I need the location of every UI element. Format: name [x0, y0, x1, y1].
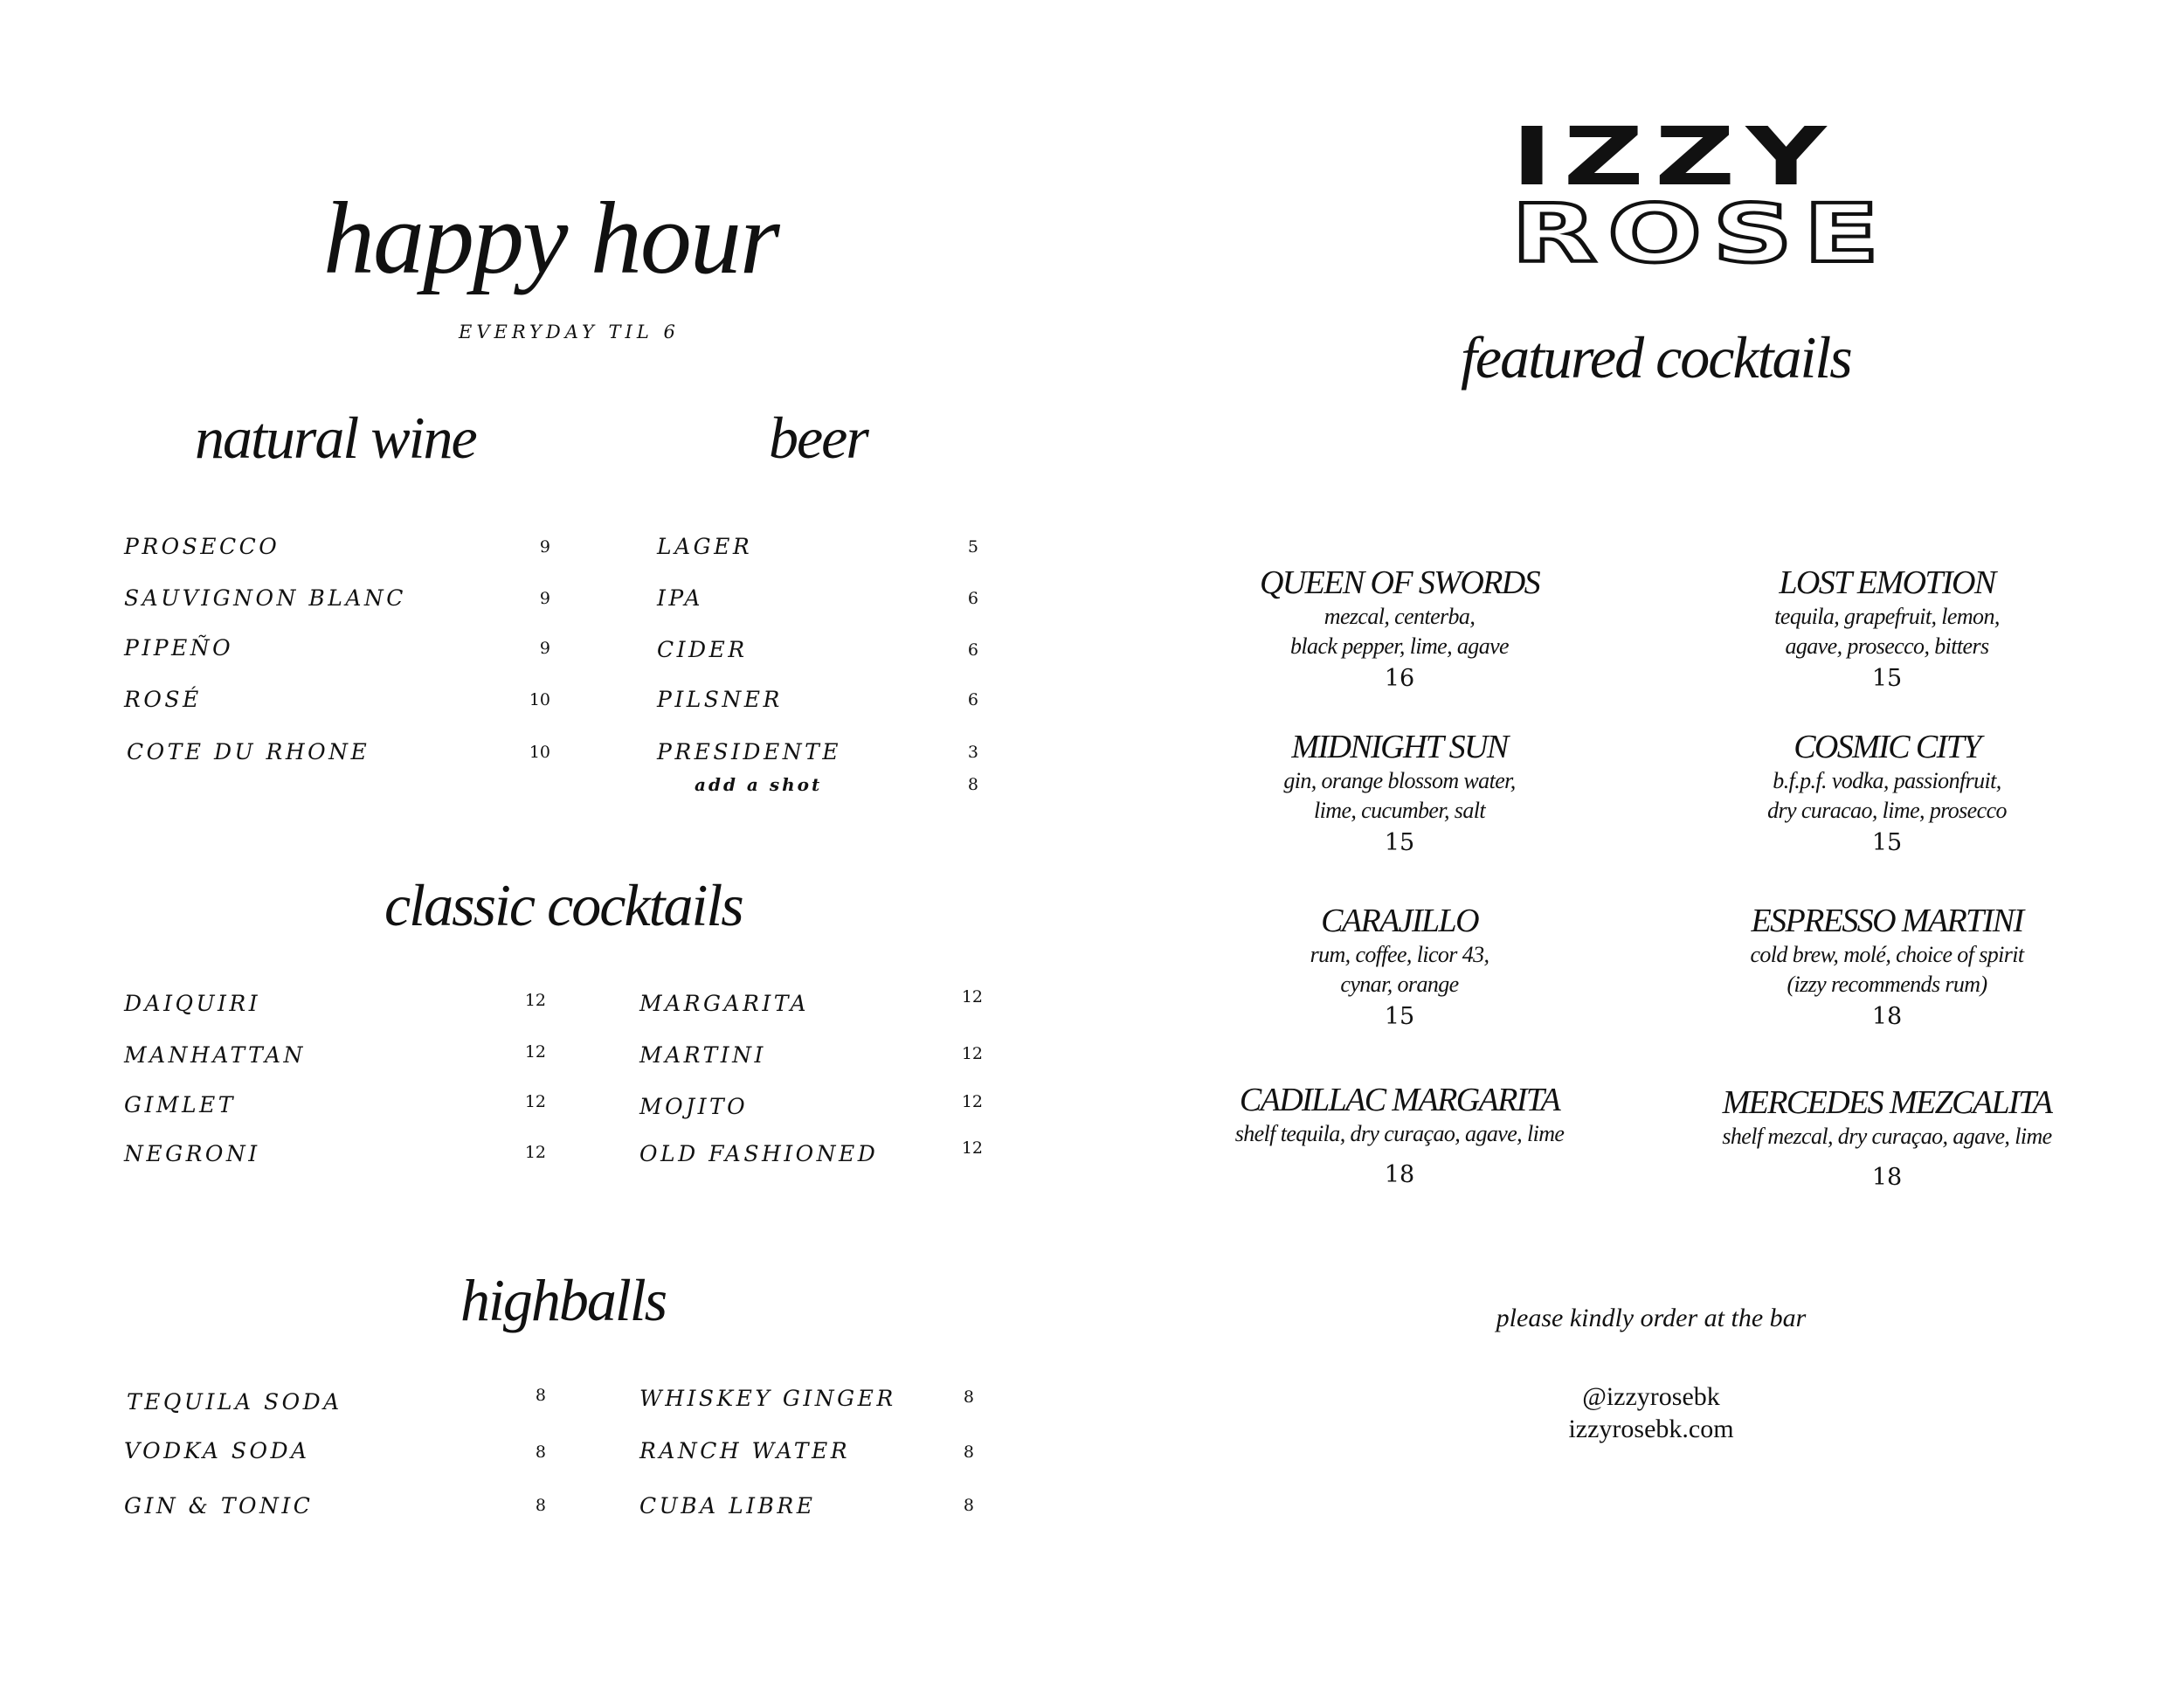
brand-logo-line2: ROSE: [1511, 187, 1890, 280]
classic-cocktails-heading: classic cocktails: [384, 872, 743, 938]
featured-cocktail-price: 15: [1384, 829, 1415, 856]
classic-item-price: 12: [961, 1138, 983, 1158]
happy-hour-subtitle: EVERYDAY TIL 6: [459, 322, 680, 342]
highball-item-price: 8: [963, 1442, 974, 1462]
featured-cocktail-desc: (izzy recommends rum): [1787, 972, 1987, 997]
wine-item-name: ROSÉ: [124, 687, 202, 712]
featured-cocktail-price: 18: [1384, 1161, 1415, 1188]
featured-cocktail: [1137, 902, 1662, 1030]
wine-item-price: 9: [539, 589, 550, 608]
classic-item-name: OLD FASHIONED: [639, 1141, 879, 1166]
featured-cocktail: [1625, 902, 2149, 1030]
beer-item-name: IPA: [657, 585, 703, 611]
website-link: izzyrosebk.com: [1568, 1415, 1734, 1443]
classic-item-name: MANHATTAN: [124, 1042, 306, 1068]
featured-cocktail-price: 18: [1871, 1164, 1903, 1191]
order-note: please kindly order at the bar: [1496, 1304, 1807, 1332]
beer-item-name: PRESIDENTE: [657, 739, 841, 764]
highball-item-price: 8: [535, 1442, 546, 1462]
highball-item-name: CUBA LIBRE: [639, 1493, 816, 1519]
beer-item-name: CIDER: [657, 637, 748, 662]
classic-item-price: 12: [961, 1092, 983, 1111]
featured-cocktail-name: CADILLAC MARGARITA: [1239, 1082, 1560, 1118]
featured-cocktail-price: 16: [1384, 665, 1415, 692]
highball-item-name: WHISKEY GINGER: [639, 1386, 896, 1411]
highball-item-name: VODKA SODA: [124, 1438, 310, 1463]
featured-cocktail-desc: dry curacao, lime, prosecco: [1767, 798, 2007, 823]
featured-cocktail-desc: lime, cucumber, salt: [1314, 798, 1485, 823]
beer-item-name: PILSNER: [657, 687, 783, 712]
featured-cocktail-price: 15: [1384, 1003, 1415, 1030]
classic-item-price: 12: [524, 1143, 546, 1162]
featured-cocktail: [1625, 564, 2149, 692]
featured-cocktail-desc: agave, prosecco, bitters: [1785, 633, 1989, 659]
classic-item-name: DAIQUIRI: [124, 991, 261, 1016]
happy-hour-title: happy hour: [323, 181, 778, 295]
instagram-handle: @izzyrosebk: [1582, 1382, 1720, 1411]
wine-item-name: PIPEÑO: [124, 635, 234, 661]
featured-cocktail-desc: gin, orange blossom water,: [1283, 768, 1516, 793]
featured-cocktail-name: ESPRESSO MARTINI: [1751, 903, 2023, 939]
beer-heading: beer: [769, 405, 867, 471]
highballs-heading: highballs: [460, 1267, 667, 1333]
highball-item-name: GIN & TONIC: [124, 1493, 314, 1519]
classic-item-price: 12: [524, 991, 546, 1010]
classic-item-name: MARGARITA: [639, 991, 810, 1016]
highball-item-name: RANCH WATER: [639, 1438, 851, 1463]
featured-cocktail-desc: shelf mezcal, dry curaçao, agave, lime: [1722, 1124, 2052, 1149]
featured-cocktail-desc: b.f.p.f. vodka, passionfruit,: [1773, 768, 2001, 793]
classic-item-name: MOJITO: [639, 1094, 749, 1119]
brand-logo-line1: IZZY: [1511, 110, 1837, 204]
highball-item-price: 8: [535, 1496, 546, 1515]
featured-cocktail: [1137, 564, 1662, 692]
featured-cocktail-name: MIDNIGHT SUN: [1291, 729, 1508, 765]
featured-cocktail-desc: cynar, orange: [1340, 972, 1459, 997]
wine-item-name: SAUVIGNON BLANC: [124, 585, 406, 611]
featured-cocktail-name: COSMIC CITY: [1794, 729, 1980, 765]
classic-item-name: GIMLET: [124, 1092, 236, 1117]
wine-item-price: 9: [539, 639, 550, 658]
featured-cocktail-desc: mezcal, centerba,: [1324, 604, 1476, 629]
featured-cocktail: [1625, 728, 2149, 856]
brand-logo: [1511, 110, 1890, 280]
featured-cocktail-desc: tequila, grapefruit, lemon,: [1774, 604, 2000, 629]
classic-item-price: 12: [961, 987, 983, 1007]
beer-addon-name: add a shot: [695, 774, 823, 795]
wine-item-price: 10: [529, 690, 550, 709]
featured-cocktail-name: CARAJILLO: [1321, 903, 1478, 939]
highball-item-price: 8: [963, 1387, 974, 1407]
beer-item-price: 5: [967, 537, 978, 557]
featured-cocktail-name: MERCEDES MEZCALITA: [1722, 1084, 2052, 1121]
featured-cocktail-price: 15: [1871, 665, 1903, 692]
featured-cocktail-desc: shelf tequila, dry curaçao, agave, lime: [1234, 1121, 1565, 1146]
highball-item-price: 8: [963, 1496, 974, 1515]
classic-item-name: NEGRONI: [124, 1141, 260, 1166]
classic-item-name: MARTINI: [639, 1042, 766, 1068]
highball-item-price: 8: [535, 1386, 546, 1405]
classic-item-price: 12: [524, 1042, 546, 1062]
wine-item-price: 10: [529, 743, 550, 762]
featured-cocktail-name: QUEEN OF SWORDS: [1259, 564, 1540, 601]
featured-cocktail: [1625, 1083, 2149, 1191]
featured-cocktail-desc: rum, coffee, licor 43,: [1310, 942, 1489, 967]
featured-cocktail-price: 15: [1871, 829, 1903, 856]
classic-item-price: 12: [961, 1044, 983, 1063]
featured-cocktail-name: LOST EMOTION: [1779, 564, 1995, 601]
natural-wine-heading: natural wine: [195, 405, 476, 471]
beer-item-name: LAGER: [657, 534, 753, 559]
classic-item-price: 12: [524, 1092, 546, 1111]
wine-item-name: COTE DU RHONE: [127, 739, 370, 764]
featured-cocktails-heading: featured cocktails: [1461, 324, 1851, 391]
beer-addon-price: 8: [967, 775, 978, 794]
featured-cocktail-desc: black pepper, lime, agave: [1290, 633, 1509, 659]
featured-cocktail: [1137, 728, 1662, 856]
wine-item-price: 9: [539, 537, 550, 557]
beer-item-price: 6: [967, 640, 978, 660]
beer-item-price: 3: [967, 743, 978, 762]
beer-item-price: 6: [967, 690, 978, 709]
featured-cocktail-desc: cold brew, molé, choice of spirit: [1750, 942, 2024, 967]
beer-item-price: 6: [967, 589, 978, 608]
wine-item-name: PROSECCO: [124, 534, 280, 559]
featured-cocktail: [1137, 1081, 1662, 1188]
featured-cocktail-price: 18: [1871, 1003, 1903, 1030]
highball-item-name: TEQUILA SODA: [127, 1389, 342, 1415]
